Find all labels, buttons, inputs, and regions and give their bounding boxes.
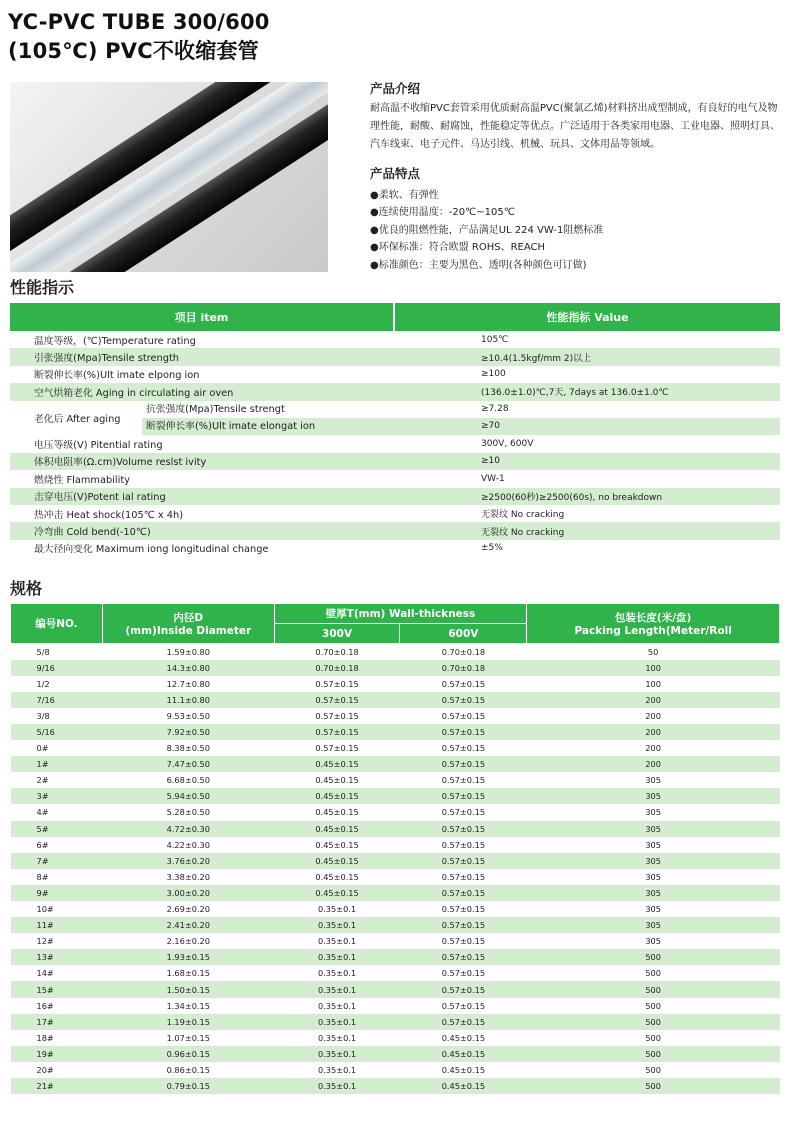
cell-no: 2#	[36, 775, 49, 786]
cell-inside-diameter: 5.28±0.50	[166, 807, 210, 818]
cell-no: 19#	[11, 1046, 103, 1062]
cell-inside-diameter: 0.86±0.15	[166, 1064, 210, 1075]
table-row	[11, 837, 780, 853]
cell-packing: 305	[645, 775, 661, 786]
aging-sub-label: 断裂伸长率(%)Ult imate elongat ion	[142, 418, 395, 435]
cell-packing: 500	[645, 1000, 661, 1011]
cell-packing: 500	[527, 949, 780, 965]
cell-inside-diameter: 1.19±0.15	[102, 1014, 274, 1030]
cell-wall-300v: 0.57±0.15	[274, 692, 400, 708]
table-row	[11, 917, 780, 933]
cell-inside-diameter: 3.00±0.20	[102, 885, 274, 901]
cell-inside-diameter: 1.34±0.15	[166, 1000, 210, 1011]
cell-wall-300v: 0.35±0.1	[318, 1000, 357, 1011]
cell-wall-600v: 0.57±0.15	[400, 756, 527, 772]
table-row	[11, 804, 780, 820]
perf-value: (136.0±1.0)℃,7天, 7days at 136.0±1.0℃	[481, 388, 669, 399]
perf-label: 燃烧性 Flammability	[34, 474, 130, 486]
header-item: 项目 item	[10, 303, 395, 331]
header-pack-line2: Packing Length(Meter/Roll	[574, 625, 732, 637]
cell-packing: 305	[645, 904, 661, 915]
cell-packing: 305	[645, 807, 661, 818]
title-line-1: YC-PVC TUBE 300/600	[8, 10, 270, 34]
perf-label: 断裂伸长率(%)Ult imate elpong ion	[34, 370, 200, 382]
intro-heading: 产品介绍	[370, 81, 421, 96]
spec-title: 规格	[10, 579, 43, 598]
table-row	[11, 676, 780, 692]
table-row	[11, 965, 780, 981]
cell-inside-diameter: 9.53±0.50	[166, 710, 210, 721]
cell-packing: 305	[527, 821, 780, 837]
perf-label: 击穿电压(V)Potent ial rating	[34, 492, 166, 504]
table-row	[11, 885, 780, 901]
cell-wall-300v: 0.35±0.1	[274, 1014, 400, 1030]
cell-packing: 200	[645, 710, 661, 721]
cell-inside-diameter: 3.76±0.20	[102, 853, 274, 869]
cell-no: 20#	[36, 1064, 54, 1075]
cell-wall-600v: 0.57±0.15	[441, 710, 486, 721]
table-row	[11, 788, 780, 804]
cell-no: 4#	[36, 807, 49, 818]
cell-wall-600v: 0.57±0.15	[441, 1000, 486, 1011]
cell-packing: 500	[527, 1014, 780, 1030]
cell-wall-600v: 0.45±0.15	[400, 1078, 527, 1094]
spec-table	[10, 603, 780, 1094]
cell-no: 16#	[36, 1000, 54, 1011]
perf-label: 体积电阻率(Ω.cm)Volume reslst ivity	[34, 457, 207, 469]
table-row	[11, 949, 780, 965]
cell-wall-300v: 0.45±0.15	[315, 871, 359, 882]
cell-wall-300v: 0.35±0.1	[318, 1032, 357, 1043]
table-row	[11, 692, 780, 708]
tube-illustration	[10, 82, 328, 272]
cell-no: 9/16	[11, 660, 103, 676]
cell-wall-300v: 0.45±0.15	[274, 756, 400, 772]
table-row	[11, 644, 780, 660]
perf-value: ≥10.4(1.5kgf/mm 2)以上	[481, 353, 592, 364]
cell-wall-600v: 0.57±0.15	[400, 853, 527, 869]
cell-packing: 305	[645, 839, 661, 850]
cell-wall-300v: 0.35±0.1	[318, 968, 357, 979]
cell-wall-600v: 0.57±0.15	[441, 936, 486, 947]
cell-wall-300v: 0.35±0.1	[274, 981, 400, 997]
aging-sub-value: ≥7.28	[481, 403, 509, 414]
table-row	[11, 772, 780, 788]
feature-item: ●优良的阻燃性能，产品满足UL 224 VW-1阻燃标准	[370, 224, 604, 236]
cell-packing: 500	[527, 1046, 780, 1062]
cell-wall-300v: 0.45±0.15	[315, 839, 359, 850]
cell-wall-600v: 0.45±0.15	[400, 1046, 527, 1062]
cell-inside-diameter: 1.93±0.15	[102, 949, 274, 965]
cell-inside-diameter: 2.16±0.20	[166, 936, 210, 947]
product-features	[370, 165, 780, 275]
cell-inside-diameter: 14.3±0.80	[102, 660, 274, 676]
table-row	[11, 821, 780, 837]
perf-label: 电压等级(V) Pitential rating	[34, 440, 163, 452]
cell-inside-diameter: 3.38±0.20	[166, 871, 210, 882]
cell-wall-600v: 0.57±0.15	[441, 807, 486, 818]
perf-value: ±5%	[481, 543, 503, 554]
cell-no: 6#	[36, 839, 49, 850]
cell-wall-300v: 0.35±0.1	[318, 904, 357, 915]
cell-packing: 500	[645, 1032, 661, 1043]
cell-wall-300v: 0.35±0.1	[318, 1064, 357, 1075]
cell-inside-diameter: 6.68±0.50	[166, 775, 210, 786]
product-photo	[10, 82, 328, 272]
performance-title: 性能指示	[10, 278, 75, 297]
cell-wall-600v: 0.57±0.15	[400, 981, 527, 997]
cell-no: 3#	[11, 788, 103, 804]
header-inside-diameter	[102, 604, 274, 644]
product-intro	[370, 80, 780, 154]
cell-packing: 500	[645, 1064, 661, 1075]
cell-wall-600v: 0.45±0.15	[441, 1032, 486, 1043]
cell-inside-diameter: 2.69±0.20	[166, 904, 210, 915]
feature-item: ●环保标准：符合欧盟 ROHS、REACH	[370, 242, 546, 254]
aging-label: 老化后 After aging	[34, 413, 121, 425]
cell-no: 1/2	[36, 678, 50, 689]
cell-packing: 305	[527, 917, 780, 933]
header-id-line1: 内径D	[173, 612, 204, 624]
header-no: 编号NO.	[11, 604, 103, 644]
header-value: 性能指标 Value	[546, 311, 629, 324]
feature-item: ●标准颜色：主要为黑色、透明(各种颜色可订做)	[370, 259, 587, 271]
cell-packing: 305	[527, 885, 780, 901]
cell-wall-300v: 0.45±0.15	[274, 885, 400, 901]
perf-row	[10, 540, 780, 557]
cell-wall-300v: 0.45±0.15	[274, 853, 400, 869]
cell-inside-diameter: 1.59±0.80	[166, 646, 210, 657]
table-row	[11, 981, 780, 997]
header-600v: 600V	[400, 624, 527, 644]
perf-value: 无裂纹 No cracking	[481, 527, 565, 538]
perf-value: ≥10	[481, 456, 500, 467]
cell-packing: 500	[527, 981, 780, 997]
cell-wall-600v: 0.57±0.15	[441, 839, 486, 850]
cell-packing: 500	[645, 968, 661, 979]
table-row	[11, 1078, 780, 1094]
cell-inside-diameter: 0.79±0.15	[102, 1078, 274, 1094]
table-row	[11, 933, 780, 949]
cell-wall-600v: 0.57±0.15	[400, 821, 527, 837]
cell-packing: 100	[527, 660, 780, 676]
perf-row	[10, 505, 780, 522]
table-row	[11, 724, 780, 740]
cell-packing: 200	[527, 692, 780, 708]
cell-no: 3/8	[36, 710, 50, 721]
cell-no: 18#	[36, 1032, 54, 1043]
cell-packing: 500	[527, 1078, 780, 1094]
cell-inside-diameter: 11.1±0.80	[102, 692, 274, 708]
cell-packing: 305	[645, 871, 661, 882]
cell-wall-300v: 0.57±0.15	[315, 743, 359, 754]
table-row	[11, 708, 780, 724]
cell-wall-300v: 0.35±0.1	[274, 917, 400, 933]
cell-inside-diameter: 4.22±0.30	[166, 839, 210, 850]
page-title	[8, 8, 270, 66]
cell-no: 0#	[36, 743, 49, 754]
cell-no: 21#	[11, 1078, 103, 1094]
cell-wall-600v: 0.57±0.15	[400, 788, 527, 804]
cell-wall-300v: 0.70±0.18	[274, 660, 400, 676]
cell-wall-300v: 0.57±0.15	[315, 678, 359, 689]
cell-packing: 100	[645, 678, 661, 689]
table-row	[11, 1030, 780, 1046]
perf-value: ≥2500(60秒)≥2500(60s), no breakdown	[481, 492, 663, 503]
table-row	[11, 1014, 780, 1030]
cell-wall-600v: 0.57±0.15	[400, 949, 527, 965]
cell-wall-300v: 0.35±0.1	[274, 949, 400, 965]
cell-inside-diameter: 1.50±0.15	[102, 981, 274, 997]
perf-row	[10, 435, 780, 452]
cell-wall-600v: 0.45±0.15	[441, 1064, 486, 1075]
perf-row	[10, 488, 780, 505]
feature-item: ●柔软、有弹性	[370, 189, 439, 201]
cell-inside-diameter: 7.47±0.50	[102, 756, 274, 772]
aging-group	[10, 401, 780, 436]
table-row	[11, 869, 780, 885]
table-row	[11, 1062, 780, 1078]
perf-row	[10, 331, 780, 348]
cell-wall-300v: 0.35±0.1	[274, 1046, 400, 1062]
perf-label: 温度等级，(℃)Temperature rating	[34, 335, 196, 347]
cell-no: 5/8	[36, 646, 50, 657]
header-id-line2: (mm)Inside Diameter	[125, 625, 252, 637]
aging-sub-value: ≥70	[395, 418, 780, 435]
features-heading: 产品特点	[370, 166, 421, 181]
header-wall: 壁厚T(mm) Wall-thickness	[274, 604, 527, 624]
cell-wall-300v: 0.35±0.1	[318, 936, 357, 947]
cell-wall-600v: 0.57±0.15	[400, 692, 527, 708]
perf-row	[10, 453, 780, 470]
performance-header	[10, 303, 780, 331]
perf-row	[10, 522, 780, 539]
cell-inside-diameter: 8.38±0.50	[166, 743, 210, 754]
cell-wall-600v: 0.57±0.15	[441, 904, 486, 915]
cell-no: 10#	[36, 904, 54, 915]
cell-no: 13#	[11, 949, 103, 965]
perf-value: 300V, 600V	[481, 439, 534, 450]
cell-wall-600v: 0.57±0.15	[400, 724, 527, 740]
cell-inside-diameter: 2.41±0.20	[102, 917, 274, 933]
cell-packing: 50	[647, 646, 659, 657]
perf-label: 冷弯曲 Cold bend(-10℃)	[34, 527, 151, 538]
aging-sub-label: 抗张强度(Mpa)Tensile strengt	[146, 403, 285, 415]
perf-row	[10, 366, 780, 383]
perf-label: 空气烘箱老化 Aging in circulating air oven	[34, 387, 234, 399]
cell-no: 8#	[36, 871, 49, 882]
perf-value: ≥100	[481, 369, 506, 380]
cell-wall-300v: 0.45±0.15	[315, 807, 359, 818]
perf-row	[10, 348, 780, 365]
table-row	[11, 853, 780, 869]
cell-wall-600v: 0.57±0.15	[400, 1014, 527, 1030]
cell-wall-600v: 0.57±0.15	[441, 968, 486, 979]
feature-item: ●连续使用温度：-20℃~105℃	[370, 207, 515, 219]
performance-table	[10, 303, 780, 557]
header-packing	[527, 604, 780, 644]
cell-wall-600v: 0.57±0.15	[441, 743, 486, 754]
cell-no: 7#	[11, 853, 103, 869]
cell-inside-diameter: 7.92±0.50	[102, 724, 274, 740]
cell-no: 5/16	[11, 724, 103, 740]
cell-no: 15#	[11, 981, 103, 997]
perf-value: 无裂纹 No cracking	[481, 510, 565, 521]
table-row	[11, 901, 780, 917]
cell-wall-300v: 0.45±0.15	[315, 775, 359, 786]
cell-wall-600v: 0.57±0.15	[400, 885, 527, 901]
cell-inside-diameter: 1.68±0.15	[166, 968, 210, 979]
cell-inside-diameter: 1.07±0.15	[166, 1032, 210, 1043]
cell-no: 5#	[11, 821, 103, 837]
cell-wall-300v: 0.70±0.18	[315, 646, 359, 657]
cell-no: 7/16	[11, 692, 103, 708]
perf-label: 热冲击 Heat shock(105℃ x 4h)	[34, 509, 184, 521]
perf-label: 引张强度(Mpa)Tensile strength	[34, 353, 180, 365]
cell-packing: 200	[527, 724, 780, 740]
cell-inside-diameter: 5.94±0.50	[102, 788, 274, 804]
cell-wall-300v: 0.57±0.15	[274, 724, 400, 740]
cell-no: 1#	[11, 756, 103, 772]
table-row	[11, 740, 780, 756]
cell-packing: 305	[645, 936, 661, 947]
cell-wall-300v: 0.45±0.15	[274, 821, 400, 837]
header-300v: 300V	[274, 624, 400, 644]
perf-label: 最大径向变化 Maximum iong longitudinal change	[34, 544, 269, 556]
table-row	[11, 660, 780, 676]
cell-inside-diameter: 4.72±0.30	[102, 821, 274, 837]
intro-text: 耐高温不收缩PVC套管采用优质耐高温PVC(聚氯乙烯)材料挤出成型制成，有良好的电气及物理性能，耐酸、耐腐蚀，性能稳定等优点。广泛适用于各类家用电器、工业电器、照明灯具、汽车线束、电子元件、马达引线、机械、玩具、文体用品等领域。	[370, 103, 780, 150]
cell-packing: 305	[527, 853, 780, 869]
cell-wall-300v: 0.35±0.1	[274, 1078, 400, 1094]
cell-inside-diameter: 0.96±0.15	[102, 1046, 274, 1062]
spec-body	[11, 644, 780, 1095]
cell-packing: 200	[527, 756, 780, 772]
cell-no: 12#	[36, 936, 54, 947]
cell-wall-300v: 0.45±0.15	[274, 788, 400, 804]
cell-inside-diameter: 12.7±0.80	[166, 678, 210, 689]
perf-value: 105℃	[481, 334, 509, 345]
cell-no: 9#	[11, 885, 103, 901]
cell-packing: 200	[645, 743, 661, 754]
table-row	[11, 756, 780, 772]
perf-value: VW-1	[481, 473, 505, 484]
perf-row	[10, 383, 780, 400]
cell-wall-600v: 0.57±0.15	[441, 678, 486, 689]
header-pack-line1: 包装长度(米/盘)	[614, 612, 692, 624]
perf-row	[10, 470, 780, 487]
cell-no: 17#	[11, 1014, 103, 1030]
cell-no: 14#	[36, 968, 54, 979]
cell-wall-600v: 0.70±0.18	[441, 646, 486, 657]
table-row	[11, 1046, 780, 1062]
cell-wall-600v: 0.57±0.15	[441, 871, 486, 882]
cell-packing: 305	[527, 788, 780, 804]
cell-wall-600v: 0.57±0.15	[441, 775, 486, 786]
title-line-2: (105℃) PVC不收缩套管	[8, 39, 259, 63]
table-row	[11, 998, 780, 1014]
cell-wall-300v: 0.57±0.15	[315, 710, 359, 721]
cell-wall-600v: 0.70±0.18	[400, 660, 527, 676]
cell-wall-600v: 0.57±0.15	[400, 917, 527, 933]
cell-no: 11#	[11, 917, 103, 933]
